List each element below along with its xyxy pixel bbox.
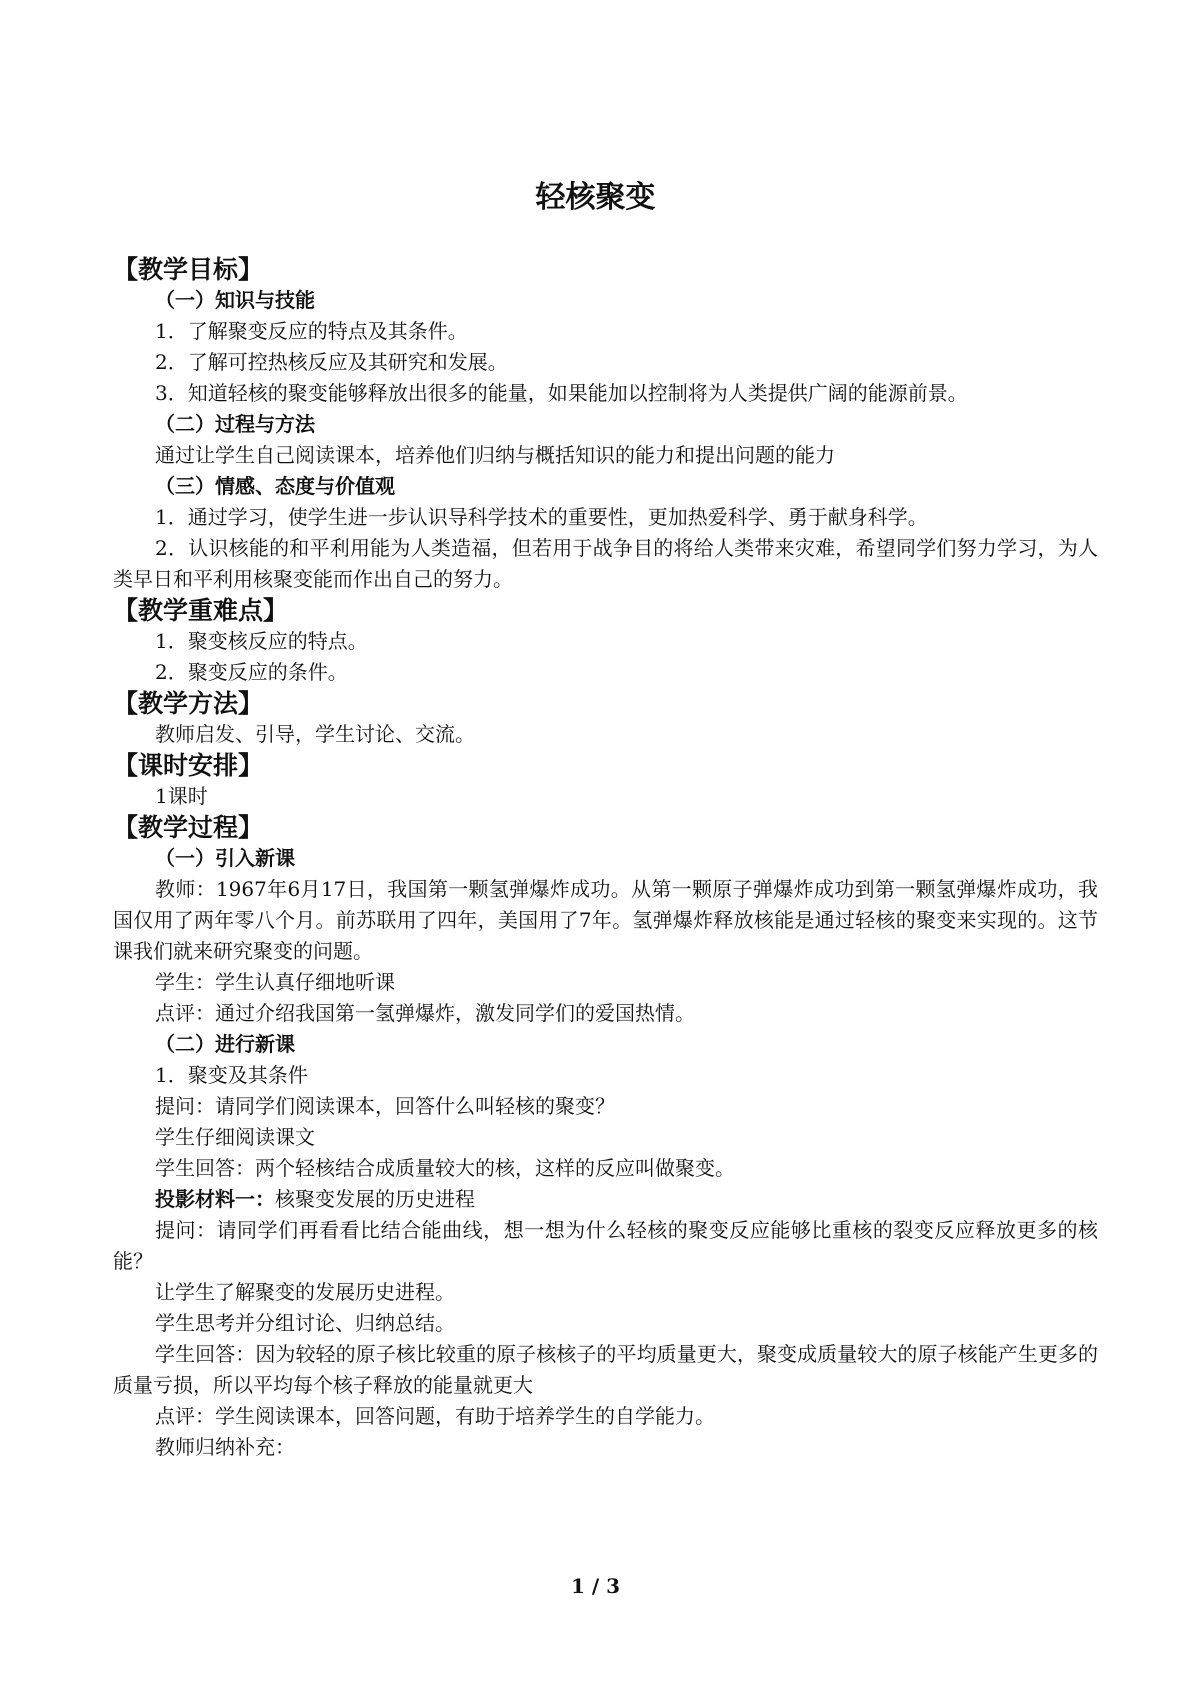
subheading-knowledge-skills: （一）知识与技能 [155, 288, 315, 312]
paragraph: 1课时 [155, 784, 208, 808]
paragraph: 教师归纳补充： [155, 1435, 295, 1459]
document-body [113, 254, 1098, 1463]
paragraph: 1．了解聚变反应的特点及其条件。 [155, 319, 468, 343]
subheading-new-lesson: （二）进行新课 [155, 1032, 295, 1056]
paragraph: 1．通过学习，使学生进一步认识导科学技术的重要性，更加热爱科学、勇于献身科学。 [155, 505, 928, 529]
paragraph: 学生回答：因为较轻的原子核比较重的原子核核子的平均质量更大，聚变成质量较大的原子核能产生更多的质量亏损，所以平均每个核子释放的能量就更大 [113, 1342, 1098, 1397]
paragraph: 学生回答：两个轻核结合成质量较大的核，这样的反应叫做聚变。 [155, 1156, 735, 1180]
paragraph: 教师：1967年6月17日，我国第一颗氢弹爆炸成功。从第一颗原子弹爆炸成功到第一颗氢弹爆炸成功，我国仅用了两年零八个月。前苏联用了四年，美国用了7年。氢弹爆炸释放核能是通过轻核的聚变来实现的。这节课我们就来研究聚变的问题。 [113, 877, 1098, 963]
subheading-process-method: （二）过程与方法 [155, 412, 315, 436]
paragraph: 2．聚变反应的条件。 [155, 660, 348, 684]
paragraph: 1．聚变核反应的特点。 [155, 629, 368, 653]
page-title: 轻核聚变 [535, 180, 656, 215]
paragraph: 学生：学生认真仔细地听课 [155, 970, 395, 994]
paragraph: 点评：学生阅读课本，回答问题，有助于培养学生的自学能力。 [155, 1404, 715, 1428]
heading-key-points: 【教学重难点】 [113, 596, 289, 625]
paragraph: 学生仔细阅读课文 [155, 1125, 315, 1149]
heading-schedule: 【课时安排】 [113, 751, 264, 780]
paragraph: 提问：请同学们阅读课本，回答什么叫轻核的聚变？ [155, 1094, 615, 1118]
heading-teaching-methods: 【教学方法】 [113, 689, 264, 718]
paragraph: 1．聚变及其条件 [155, 1063, 308, 1087]
paragraph: 通过让学生自己阅读课本，培养他们归纳与概括知识的能力和提出问题的能力 [155, 443, 835, 467]
heading-teaching-process: 【教学过程】 [113, 813, 264, 842]
paragraph: 2．了解可控热核反应及其研究和发展。 [155, 350, 508, 374]
bold-label: 投影材料一： [155, 1187, 275, 1211]
paragraph: 点评：通过介绍我国第一氢弹爆炸，激发同学们的爱国热情。 [155, 1001, 695, 1025]
heading-teaching-goals: 【教学目标】 [113, 255, 264, 284]
subheading-introduction: （一）引入新课 [155, 846, 295, 870]
paragraph: 学生思考并分组讨论、归纳总结。 [155, 1311, 455, 1335]
paragraph: 教师启发、引导，学生讨论、交流。 [155, 722, 475, 746]
paragraph: 3．知道轻核的聚变能够释放出很多的能量，如果能加以控制将为人类提供广阔的能源前景。 [155, 381, 968, 405]
paragraph [113, 1184, 1098, 1215]
paragraph: 2．认识核能的和平利用能为人类造福，但若用于战争目的将给人类带来灾难，希望同学们努力学习，为人类早日和平利用核聚变能而作出自己的努力。 [113, 536, 1098, 591]
paragraph-text: 核聚变发展的历史进程 [275, 1187, 475, 1211]
subheading-emotion-values: （三）情感、态度与价值观 [155, 474, 395, 498]
page-number: 1 / 3 [570, 1574, 621, 1598]
paragraph: 让学生了解聚变的发展历史进程。 [155, 1280, 455, 1304]
paragraph: 提问：请同学们再看看比结合能曲线，想一想为什么轻核的聚变反应能够比重核的裂变反应释放更多的核能？ [113, 1218, 1098, 1273]
